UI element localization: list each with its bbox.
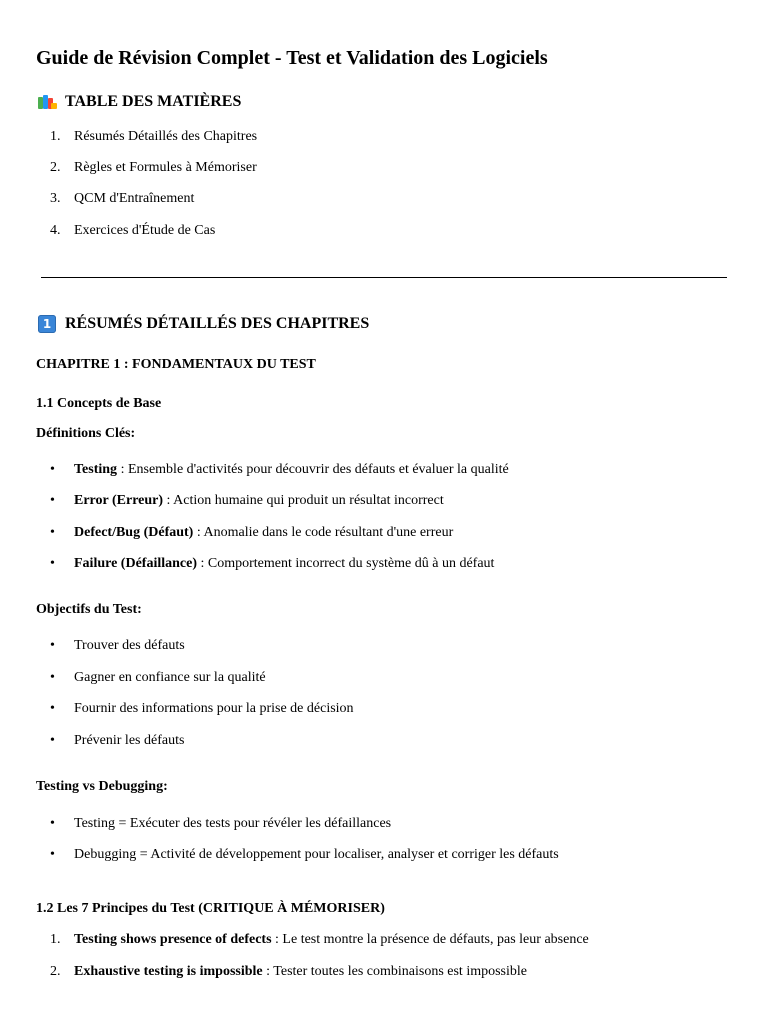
subsection-heading: 1.1 Concepts de Base: [36, 396, 162, 411]
list-number: 1.: [50, 932, 61, 947]
section-heading-text: RÉSUMÉS DÉTAILLÉS DES CHAPITRES: [65, 315, 370, 332]
page-title: Guide de Révision Complet - Test et Validation des Logiciels: [36, 47, 548, 69]
list-item: Testing : Ensemble d'activités pour découvrir des défauts et évaluer la qualité: [74, 462, 509, 477]
toc-number: 3.: [50, 191, 61, 206]
testing-vs-debugging-label: Testing vs Debugging:: [36, 779, 168, 794]
list-item: Testing shows presence of defects : Le test montre la présence de défauts, pas leur absence: [74, 932, 589, 947]
list-number: 2.: [50, 964, 61, 979]
definitions-label: Définitions Clés:: [36, 426, 136, 441]
toc-item[interactable]: QCM d'Entraînement: [74, 191, 195, 206]
subsection-heading: 1.2 Les 7 Principes du Test (CRITIQUE À MÉMORISER): [36, 901, 385, 916]
toc-number: 4.: [50, 223, 61, 238]
list-item: Exhaustive testing is impossible : Tester toutes les combinaisons est impossible: [74, 964, 527, 979]
toc-number: 1.: [50, 129, 61, 144]
objectives-label: Objectifs du Test:: [36, 602, 142, 617]
list-item: Defect/Bug (Défaut) : Anomalie dans le code résultant d'une erreur: [74, 525, 454, 540]
list-item: Fournir des informations pour la prise de décision: [74, 701, 354, 716]
toc-item[interactable]: Exercices d'Étude de Cas: [74, 223, 216, 238]
toc-heading: [38, 93, 241, 111]
books-icon: [38, 95, 56, 109]
chapter-heading: CHAPITRE 1 : FONDAMENTAUX DU TEST: [36, 357, 316, 372]
toc-number: 2.: [50, 160, 61, 175]
list-item: Trouver des défauts: [74, 638, 185, 653]
list-item: Prévenir les défauts: [74, 733, 185, 748]
list-item: Gagner en confiance sur la qualité: [74, 670, 266, 685]
keycap-one-icon: 1: [38, 315, 56, 333]
list-item: Failure (Défaillance) : Comportement incorrect du système dû à un défaut: [74, 556, 495, 571]
document-page: Guide de Révision Complet - Test et Validation des Logiciels TABLE DES MATIÈRES 1. Résumés Détaillés des Chapitres 2. Règles et Formules à Mémoriser 3. QCM d'Entraînement 4. Exercices d'Étude de Cas 1 RÉSUMÉS DÉTAILLÉS DES CHAPITRES CHAPITRE 1 : FONDAMENTAUX DU TEST 1.1 Concepts de Base Définitions Clés: • Testing : Ensemble d'activités pour découvrir des défauts et évaluer la qualité • Error (Erreur) : Action humaine qui produit un résultat incorrect • Defect/Bug (Défaut) : Anomalie dans le code résultant d'une erreur • Failure (Défaillance) : Comportement incorrect du système dû à un défaut Objectifs du Test: • Trouver des défauts • Gagner en confiance sur la qualité • Fournir des informations pour la prise de décision • Prévenir les défauts Testing vs Debugging: • Testing = Exécuter des tests pour révéler les défaillances • Debugging = Activité de développement pour localiser, analyser et corriger les défauts 1.2 Les 7 Principes du Test (CRITIQUE À MÉMORISER) 1. Testing shows presence of defects : Le test montre la présence de défauts, pas leur absence 2. Exhaustive testing is impossible : Tester toutes les combinaisons est impossible: [0, 0, 768, 1024]
list-item: Debugging = Activité de développement pour localiser, analyser et corriger les défauts: [74, 847, 559, 862]
toc-heading-text: TABLE DES MATIÈRES: [65, 93, 242, 110]
toc-item[interactable]: Résumés Détaillés des Chapitres: [74, 129, 258, 144]
list-item: Testing = Exécuter des tests pour révéler les défaillances: [74, 816, 392, 831]
section-heading: [38, 315, 369, 333]
list-item: Error (Erreur) : Action humaine qui produit un résultat incorrect: [74, 493, 444, 508]
toc-item[interactable]: Règles et Formules à Mémoriser: [74, 160, 257, 175]
horizontal-rule: [41, 277, 727, 278]
